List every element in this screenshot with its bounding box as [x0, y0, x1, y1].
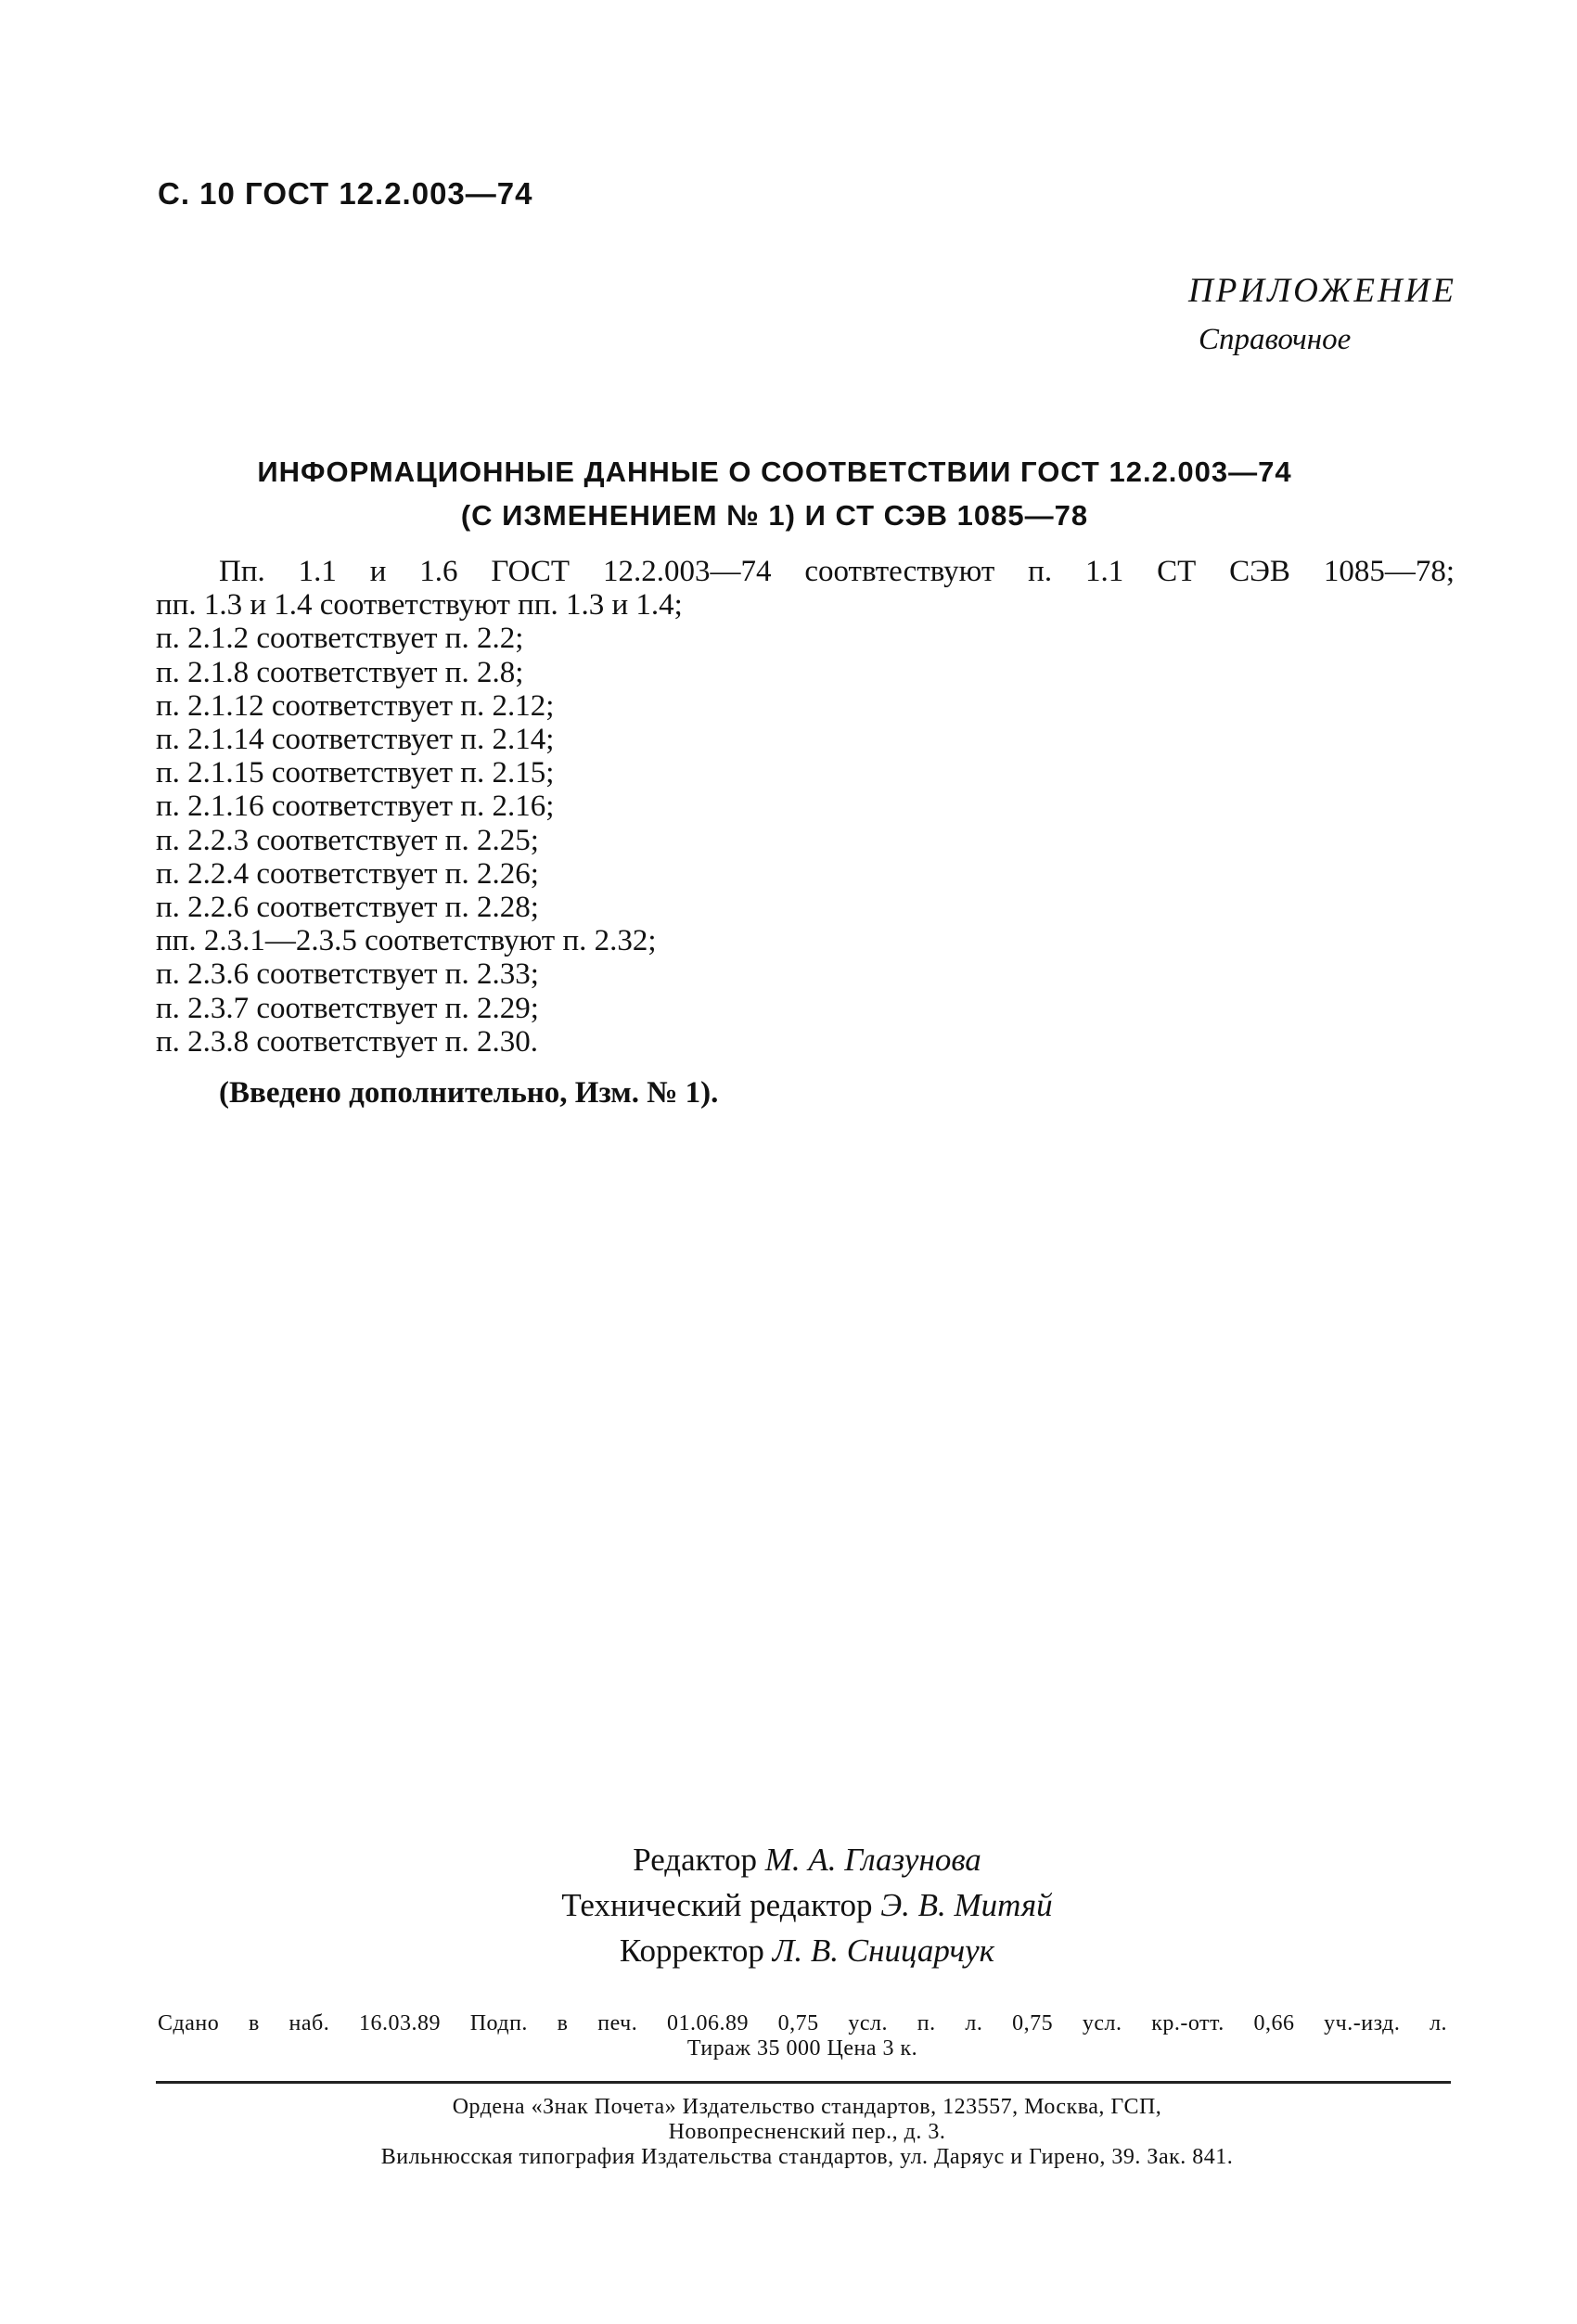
imprint-word: л. — [1430, 2011, 1448, 2035]
first-line-word: Пп. — [219, 555, 265, 588]
credit-role: Корректор — [619, 1932, 764, 1969]
imprint-word: в — [557, 2011, 569, 2035]
imprint-word: 16.03.89 — [358, 2011, 441, 2035]
imprint-word: печ. — [597, 2011, 638, 2035]
imprint-word: Подп. — [469, 2011, 528, 2035]
publisher-block — [158, 2095, 1456, 2170]
imprint-block — [158, 2011, 1447, 2061]
credit-technical-editor — [464, 1882, 1150, 1928]
imprint-word: наб. — [288, 2011, 330, 2035]
credits-block — [464, 1837, 1150, 1973]
publisher-line-3: Вильнюсская типография Издательства стандартов, ул. Даряус и Гирено, 39. Зак. 841. — [380, 2145, 1234, 2169]
first-line-word: ГОСТ — [491, 555, 571, 588]
appendix-label: ПРИЛОЖЕНИЕ — [1188, 272, 1456, 310]
first-line-word: 12.2.003—74 — [602, 555, 772, 588]
credit-name: Э. В. Митяй — [880, 1887, 1053, 1923]
mapping-line: пп. 1.3 и 1.4 соответствуют пп. 1.3 и 1.4; — [156, 588, 683, 623]
imprint-line-1 — [158, 2011, 1447, 2036]
first-line-word: соотвтествуют — [804, 555, 995, 588]
imprint-word: в — [248, 2011, 260, 2035]
imprint-word: кр.-отт. — [1151, 2011, 1224, 2035]
first-line — [156, 555, 1455, 588]
mapping-line: п. 2.3.7 соответствует п. 2.29; — [156, 991, 539, 1025]
imprint-word: 0,66 — [1253, 2011, 1295, 2035]
document-title — [186, 450, 1364, 537]
imprint-word: уч.-изд. — [1324, 2011, 1401, 2035]
imprint-word: п. — [917, 2011, 936, 2035]
appendix-type: Справочное — [1199, 323, 1352, 356]
mapping-line: п. 2.2.4 соответствует п. 2.26; — [156, 856, 539, 891]
credit-proofreader — [464, 1928, 1150, 1973]
title-line-2: (С ИЗМЕНЕНИЕМ № 1) И СТ СЭВ 1085—78 — [460, 499, 1089, 532]
mapping-line: п. 2.1.16 соответствует п. 2.16; — [156, 790, 555, 824]
mapping-line: п. 2.1.2 соответствует п. 2.2; — [156, 622, 524, 656]
imprint-word: 0,75 — [1012, 2011, 1054, 2035]
amendment-note: (Введено дополнительно, Изм. № 1). — [219, 1076, 719, 1110]
mapping-line: п. 2.3.8 соответствует п. 2.30. — [156, 1024, 538, 1059]
first-line-word: СЭВ — [1229, 555, 1290, 588]
first-line-word: 1.6 — [419, 555, 458, 588]
first-line-word: и — [369, 555, 387, 588]
credit-name: М. А. Глазунова — [764, 1842, 981, 1878]
mapping-line: п. 2.1.14 соответствует п. 2.14; — [156, 723, 555, 757]
imprint-word: усл. — [848, 2011, 889, 2035]
mapping-line: п. 2.1.8 соответствует п. 2.8; — [156, 655, 524, 689]
imprint-word: 01.06.89 — [666, 2011, 749, 2035]
first-line-word: СТ — [1157, 555, 1197, 588]
page-header: С. 10 ГОСТ 12.2.003—74 — [158, 176, 533, 211]
imprint-word: л. — [965, 2011, 983, 2035]
mapping-line: п. 2.1.12 соответствует п. 2.12; — [156, 688, 555, 723]
publisher-line-2: Новопресненский пер., д. 3. — [668, 2120, 946, 2144]
imprint-word: усл. — [1082, 2011, 1122, 2035]
first-line-word: 1.1 — [1084, 555, 1124, 588]
imprint-word: 0,75 — [777, 2011, 819, 2035]
divider-line — [156, 2081, 1451, 2084]
mapping-line: п. 2.1.15 соответствует п. 2.15; — [156, 756, 555, 790]
first-line-word: 1085—78; — [1323, 555, 1455, 588]
credit-role: Технический редактор — [561, 1887, 873, 1923]
credit-role: Редактор — [633, 1842, 757, 1878]
publisher-line-1: Ордена «Знак Почета» Издательство стандартов, 123557, Москва, ГСП, — [452, 2095, 1162, 2119]
imprint-line-2: Тираж 35 000 Цена 3 к. — [686, 2036, 918, 2061]
mapping-line: п. 2.3.6 соответствует п. 2.33; — [156, 957, 539, 992]
mapping-line: п. 2.2.3 соответствует п. 2.25; — [156, 823, 539, 857]
title-line-1: ИНФОРМАЦИОННЫЕ ДАННЫЕ О СООТВЕТСТВИИ ГОСТ 12.2.003—74 — [257, 456, 1292, 488]
credit-editor — [464, 1837, 1150, 1882]
first-line-word: 1.1 — [298, 555, 337, 588]
credit-name: Л. В. Сницарчук — [772, 1932, 995, 1969]
first-line-word: п. — [1028, 555, 1053, 588]
mapping-line: пп. 2.3.1—2.3.5 соответствуют п. 2.32; — [156, 924, 657, 958]
imprint-word: Сдано — [158, 2011, 220, 2035]
correspondence-list — [156, 555, 1455, 1059]
mapping-line: п. 2.2.6 соответствует п. 2.28; — [156, 891, 539, 925]
